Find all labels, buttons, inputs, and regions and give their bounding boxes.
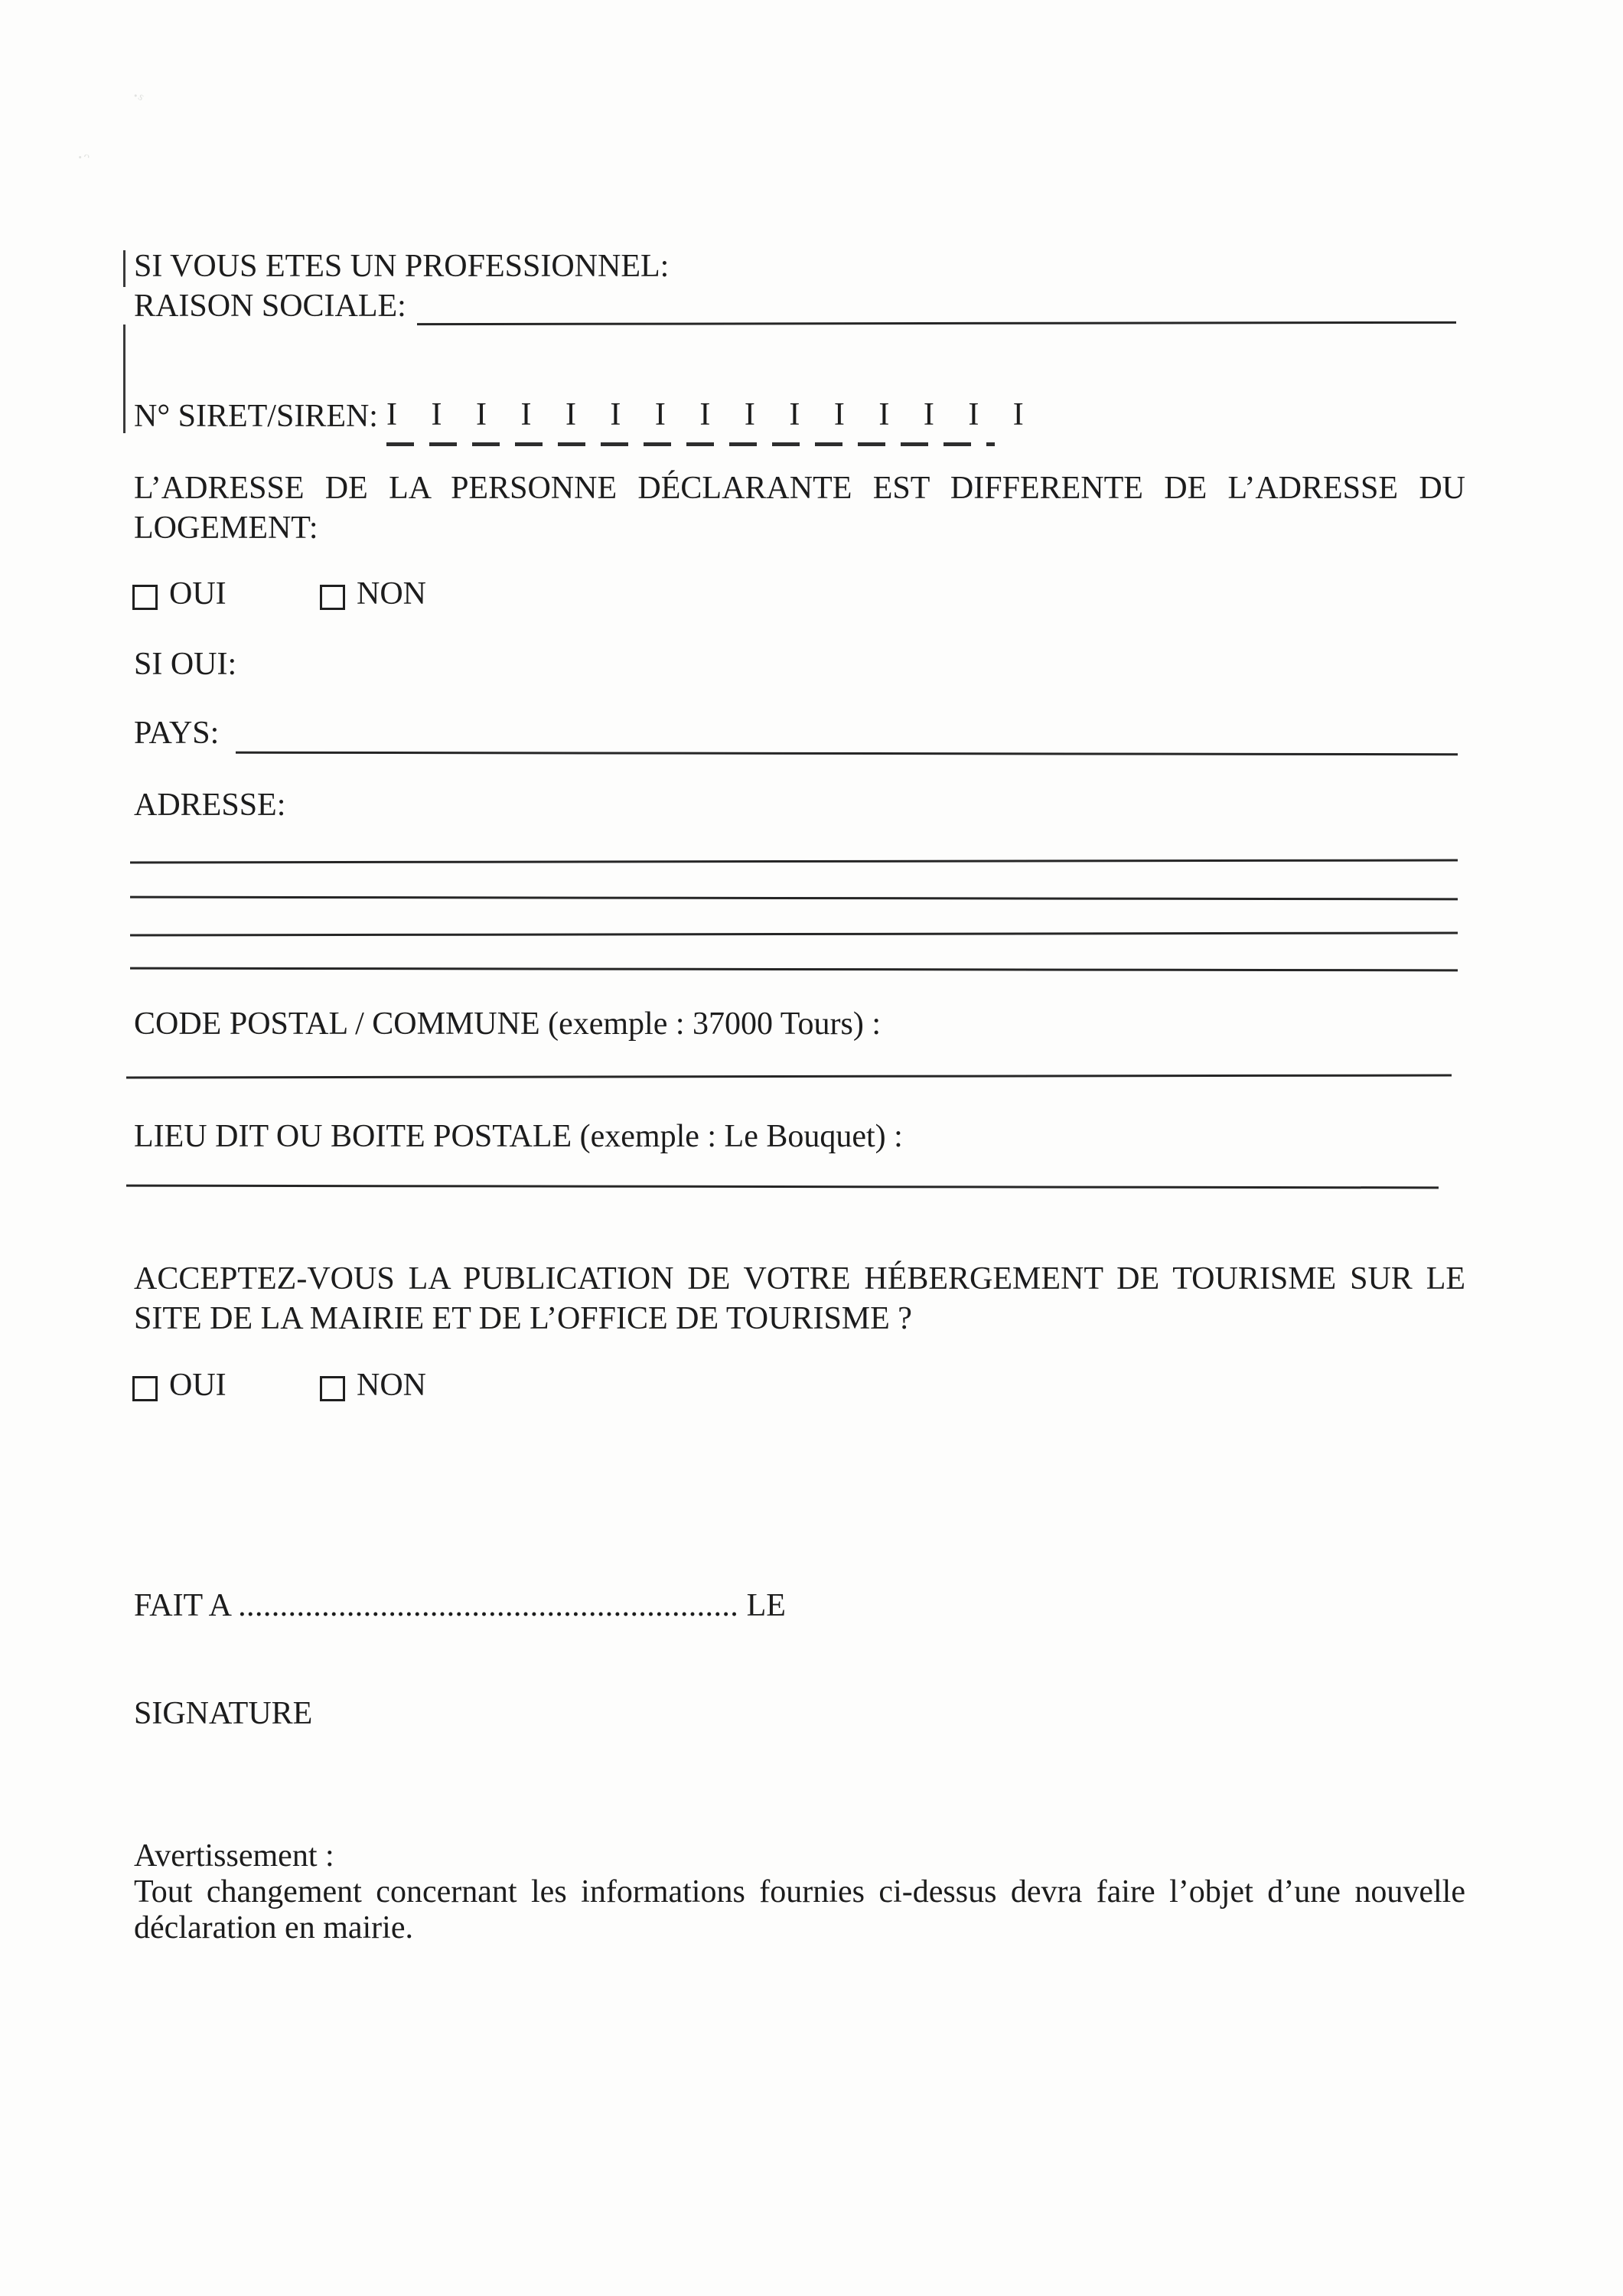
scan-artifact: ·ˢ: [126, 84, 148, 109]
adresse-fill-line-4[interactable]: [130, 967, 1458, 972]
lieu-dit-fill-line[interactable]: [126, 1185, 1439, 1189]
siret-label: N° SIRET/SIREN:: [134, 399, 378, 434]
publication-non-label: NON: [357, 1368, 426, 1403]
adresse-fill-line-2[interactable]: [130, 896, 1458, 901]
avertissement-line1: Tout changement concernant les informations fournies ci-dessus devra faire l’objet d’une nouvelle: [134, 1874, 1465, 1910]
fait-a-fill-dots[interactable]: ............................................................: [238, 1588, 739, 1623]
lieu-dit-label: LIEU DIT OU BOITE POSTALE (exemple : Le Bouquet) :: [134, 1119, 903, 1154]
adresse-fill-line-3[interactable]: [130, 931, 1458, 936]
pays-label: PAYS:: [134, 716, 220, 751]
raison-sociale-label: RAISON SOCIALE:: [134, 289, 406, 324]
adresse-fill-line-1[interactable]: [130, 859, 1458, 863]
avertissement-title: Avertissement :: [134, 1838, 334, 1874]
address-question-oui-label: OUI: [169, 576, 227, 612]
scan-artifact: ·ᵔ: [73, 145, 92, 171]
margin-revision-bar: [123, 250, 125, 287]
professional-header: SI VOUS ETES UN PROFESSIONNEL:: [134, 249, 670, 284]
adresse-label: ADRESSE:: [134, 788, 286, 823]
publication-question: [134, 1259, 1465, 1339]
le-label: LE: [746, 1588, 786, 1623]
code-postal-label: CODE POSTAL / COMMUNE (exemple : 37000 Tours) :: [134, 1006, 881, 1042]
publication-oui-checkbox[interactable]: [132, 1376, 158, 1401]
publication-oui-label: OUI: [169, 1368, 227, 1403]
fait-a-label: FAIT A: [134, 1588, 230, 1623]
declarant-address-question-line2: LOGEMENT:: [134, 510, 318, 546]
pays-fill-line[interactable]: [236, 752, 1458, 756]
si-oui-label: SI OUI:: [134, 647, 237, 682]
declarant-address-question-line1: L’ADRESSE DE LA PERSONNE DÉCLARANTE EST DIFFERENTE DE L’ADRESSE DU: [134, 471, 1465, 506]
address-question-non-checkbox[interactable]: [320, 585, 345, 610]
code-postal-fill-line[interactable]: [126, 1074, 1452, 1078]
address-question-oui-checkbox[interactable]: [132, 585, 158, 610]
siret-dashed-line: [386, 442, 995, 446]
fait-a-line: [134, 1586, 786, 1626]
avertissement-line2: déclaration en mairie.: [134, 1910, 413, 1945]
publication-non-checkbox[interactable]: [320, 1376, 345, 1401]
publication-question-line1: ACCEPTEZ-VOUS LA PUBLICATION DE VOTRE HÉBERGEMENT DE TOURISME SUR LE: [134, 1261, 1465, 1296]
declarant-address-question: [134, 468, 1465, 548]
margin-revision-bar: [123, 325, 125, 433]
publication-question-line2: SITE DE LA MAIRIE ET DE L’OFFICE DE TOURISME ?: [134, 1301, 912, 1336]
raison-sociale-fill-line[interactable]: [417, 321, 1456, 325]
siret-tick-boxes[interactable]: I I I I I I I I I I I I I I I: [386, 397, 1025, 432]
signature-label: SIGNATURE: [134, 1696, 313, 1731]
avertissement-block: [134, 1838, 1465, 1946]
address-question-non-label: NON: [357, 576, 426, 612]
